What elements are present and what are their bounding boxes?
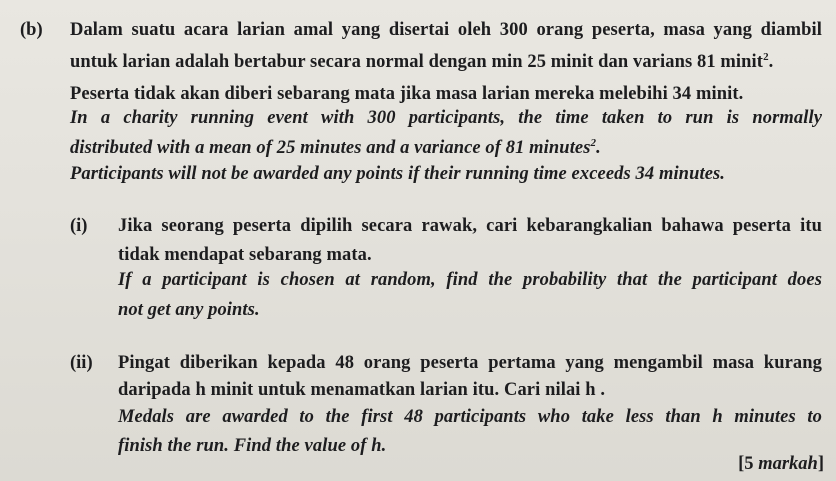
part-b-english-period: . (596, 138, 601, 158)
part-b-english-superscript: 2 (590, 137, 597, 149)
part-b-malay-superscript: 2 (763, 51, 769, 63)
part-b-english-line-3 (70, 162, 725, 186)
marks-label (738, 452, 824, 476)
part-i-malay-text-2: tidak mendapat sebarang mata. (118, 245, 372, 265)
part-i-malay-line-2 (118, 243, 372, 267)
part-ii-malay-line-2 (118, 378, 605, 402)
part-ii-english-line-1 (118, 405, 822, 429)
part-b-malay-text-1: Dalam suatu acara larian amal yang disertai oleh 300 orang peserta, masa yang diambil (70, 20, 822, 40)
part-i-label: (i) (70, 216, 88, 236)
part-i-english-text-1: If a participant is chosen at random, find the probability that the participant does (118, 270, 822, 290)
part-i-malay-line-1 (118, 214, 822, 238)
part-b-english-line-1 (70, 106, 822, 130)
part-i-english-line-1 (118, 268, 822, 292)
part-i-english-text-2: not get any points. (118, 300, 260, 320)
part-b-english-text-2: distributed with a mean of 25 minutes and a variance of 81 minutes (70, 138, 591, 158)
part-b-malay-text-3: Peserta tidak akan diberi sebarang mata jika masa larian mereka melebihi 34 minit. (70, 84, 744, 104)
part-b-malay-line-3 (70, 82, 743, 106)
part-ii-label: (ii) (70, 353, 93, 373)
marks-text: [5 markah] (738, 454, 824, 474)
part-ii-english-text-1: Medals are awarded to the first 48 participants who take less than h minutes to (118, 407, 822, 427)
part-b-malay-line-1 (70, 18, 822, 42)
part-ii-malay-line-1 (118, 351, 822, 375)
part-b-label: (b) (20, 20, 43, 40)
part-i-english-line-2 (118, 298, 260, 322)
part-b-malay-line-2 (70, 50, 773, 74)
part-ii-english-text-2: finish the run. Find the value of h. (118, 436, 387, 456)
part-b-english-line-2 (70, 136, 601, 160)
part-b-english-text-1: In a charity running event with 300 participants, the time taken to run is normally (70, 108, 822, 128)
part-ii-malay-text-1: Pingat diberikan kepada 48 orang peserta pertama yang mengambil masa kurang (118, 353, 822, 373)
part-b-english-text-3: Participants will not be awarded any points if their running time exceeds 34 minutes. (70, 164, 726, 184)
part-b-malay-text-2: untuk larian adalah bertabur secara normal dengan min 25 minit dan varians 81 minit (70, 52, 764, 72)
part-i-malay-text-1: Jika seorang peserta dipilih secara rawak, cari kebarangkalian bahawa peserta itu (118, 216, 822, 236)
part-ii-malay-text-2: daripada h minit untuk menamatkan larian itu. Cari nilai h . (118, 380, 606, 400)
part-b-malay-period: . (768, 52, 774, 72)
part-ii-english-line-2 (118, 434, 386, 458)
